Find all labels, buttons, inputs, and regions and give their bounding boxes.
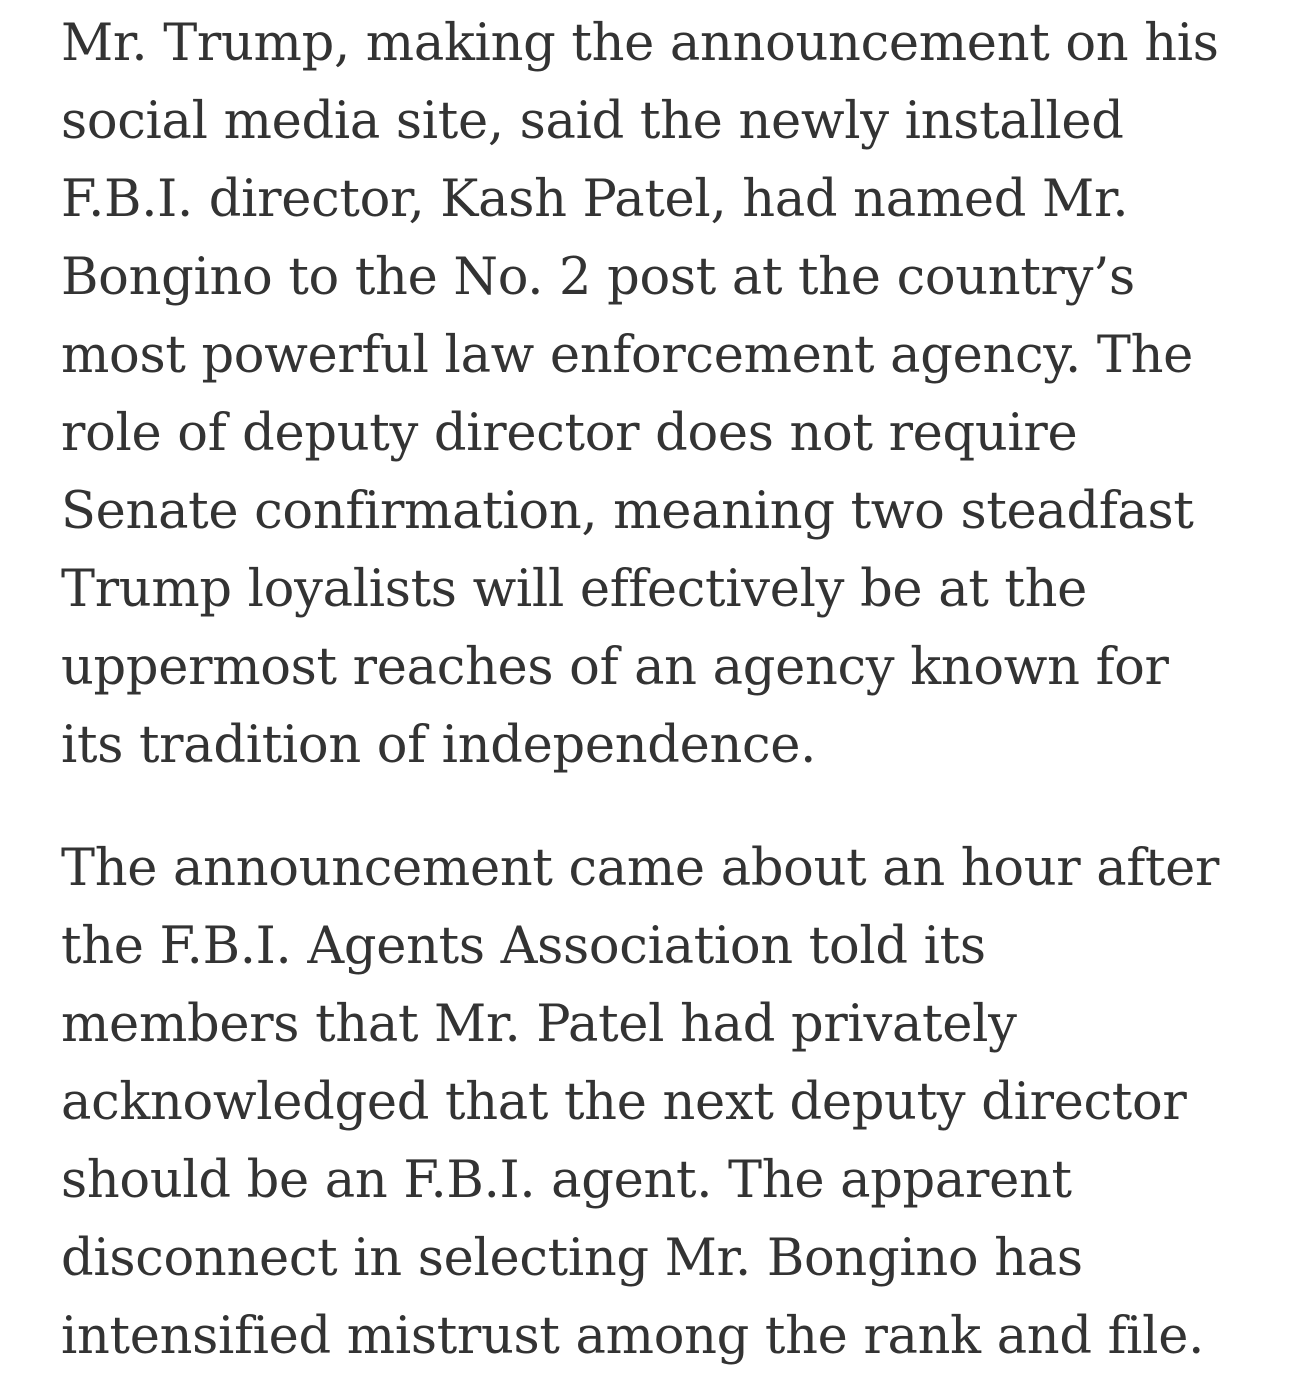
text-line: social media site, said the newly installed bbox=[61, 92, 1124, 151]
text-line: acknowledged that the next deputy director bbox=[61, 1073, 1187, 1132]
text-line: disconnect in selecting Mr. Bongino has bbox=[61, 1229, 1083, 1288]
text-line: its tradition of independence. bbox=[61, 716, 817, 775]
text-line: Senate confirmation, meaning two steadfast bbox=[61, 482, 1194, 541]
text-line: The announcement came about an hour after bbox=[61, 839, 1220, 898]
text-line: role of deputy director does not require bbox=[61, 404, 1078, 463]
article-paragraph bbox=[61, 0, 1261, 785]
text-line: Mr. Trump, making the announcement on his bbox=[61, 14, 1219, 73]
text-line: Trump loyalists will effectively be at the bbox=[61, 560, 1088, 619]
text-line: the F.B.I. Agents Association told its bbox=[61, 917, 986, 976]
article-paragraph bbox=[61, 830, 1261, 1376]
article-body bbox=[61, 0, 1261, 1376]
text-line: uppermost reaches of an agency known for bbox=[61, 638, 1169, 697]
text-line: members that Mr. Patel had privately bbox=[61, 995, 1017, 1054]
text-line: Bongino to the No. 2 post at the country’s bbox=[61, 248, 1135, 307]
text-line: F.B.I. director, Kash Patel, had named Mr. bbox=[61, 170, 1129, 229]
text-line: should be an F.B.I. agent. The apparent bbox=[61, 1151, 1072, 1210]
text-line: most powerful law enforcement agency. The bbox=[61, 326, 1194, 385]
text-line: intensified mistrust among the rank and file. bbox=[61, 1307, 1204, 1366]
